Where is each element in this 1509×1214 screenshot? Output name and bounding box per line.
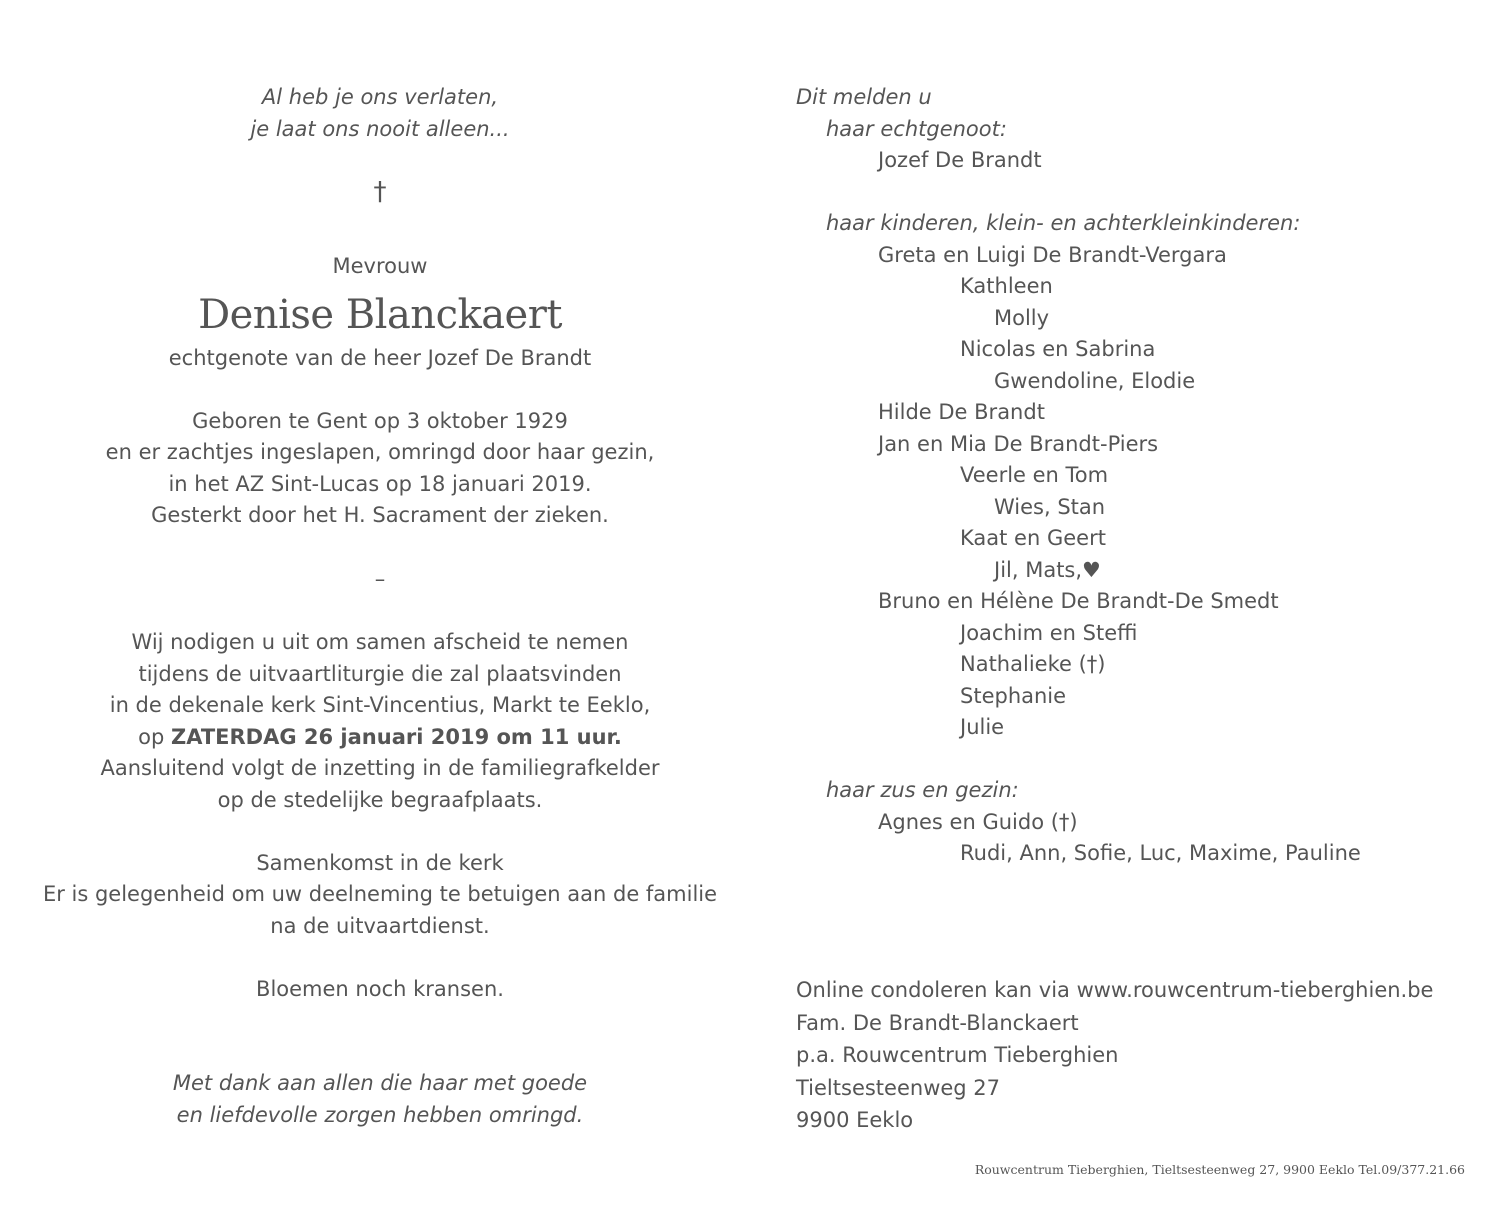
list-item: Wies, Stan [994, 494, 1106, 519]
honorific: Mevrouw [332, 254, 428, 278]
list-item: Joachim en Steffi [960, 620, 1138, 645]
list-item: Gwendoline, Elodie [994, 368, 1196, 393]
list-item: Bruno en Hélène De Brandt-De Smedt [878, 589, 1279, 613]
list-item: Stephanie [960, 683, 1067, 708]
cross-icon: † [373, 177, 387, 207]
city-address: 9900 Eeklo [796, 1108, 914, 1132]
thanks-line: en liefdevolle zorgen hebben omringd. [176, 1102, 584, 1127]
contact-block [796, 974, 1433, 1137]
children-heading: haar kinderen, klein- en achterkleinkinderen: [826, 211, 1301, 235]
list-item: Julie [960, 715, 1005, 739]
list-item: Jil, Mats,♥ [994, 557, 1101, 582]
deceased-name: Denise Blanckaert [198, 291, 562, 338]
children-list [796, 240, 1486, 744]
list-item: Nicolas en Sabrina [960, 337, 1156, 361]
sister-name: Agnes en Guido (†) [878, 809, 1078, 834]
poem-line: je laat ons nooit alleen... [250, 116, 510, 141]
invite-line: in de dekenale kerk Sint-Vincentius, Markt te Eeklo, [109, 693, 651, 717]
poem-line: Al heb je ons verlaten, [261, 85, 499, 109]
list-item: Nathalieke (†) [960, 652, 1106, 676]
flowers-note: Bloemen noch kransen. [256, 976, 504, 1001]
birth-line: en er zachtjes ingeslapen, omringd door haar gezin, [105, 440, 655, 464]
list-item: Molly [994, 305, 1050, 330]
spouse-line: echtgenote van de heer Jozef De Brandt [168, 345, 592, 370]
date-prefix: op [138, 724, 171, 749]
funeral-date: ZATERDAG 26 januari 2019 om 11 uur. [170, 724, 622, 749]
care-of: p.a. Rouwcentrum Tieberghien [796, 1043, 1119, 1067]
left-column [30, 82, 730, 1131]
list-item: Veerle en Tom [960, 463, 1109, 487]
online-condolence: Online condoleren kan via www.rouwcentrum-tieberghien.be [796, 978, 1434, 1002]
invite-line: tijdens de uitvaartliturgie die zal plaatsvinden [138, 661, 622, 686]
spouse-name: Jozef De Brandt [878, 148, 1042, 172]
gathering-line: na de uitvaartdienst. [270, 913, 490, 938]
separator-dash: – [374, 566, 386, 591]
list-item: Kathleen [960, 274, 1053, 298]
funeral-date-line [30, 722, 730, 754]
street-address: Tieltsesteenweg 27 [796, 1075, 1001, 1100]
thanks-line: Met dank aan allen die haar met goede [172, 1071, 588, 1095]
family-name: Fam. De Brandt-Blanckaert [796, 1010, 1079, 1035]
invite-line: Wij nodigen u uit om samen afscheid te nemen [131, 630, 629, 654]
spouse-heading: haar echtgenoot: [826, 116, 1007, 141]
burial-line: Aansluitend volgt de inzetting in de familiegrafkelder [100, 756, 660, 780]
gathering-line: Samenkomst in de kerk [256, 850, 504, 875]
announcement-intro: Dit melden u [796, 85, 932, 109]
birth-line: Geboren te Gent op 3 oktober 1929 [192, 408, 568, 433]
burial-line: op de stedelijke begraafplaats. [217, 787, 543, 812]
footer-imprint: Rouwcentrum Tieberghien, Tieltsesteenweg 27, 9900 Eeklo Tel.09/377.21.66 [974, 1162, 1465, 1177]
list-item: Hilde De Brandt [878, 400, 1045, 424]
list-item: Kaat en Geert [960, 526, 1106, 550]
list-item: Greta en Luigi De Brandt-Vergara [878, 242, 1227, 267]
sister-family: Rudi, Ann, Sofie, Luc, Maxime, Pauline [960, 841, 1361, 865]
sister-heading: haar zus en gezin: [826, 778, 1019, 802]
gathering-line: Er is gelegenheid om uw deelneming te betuigen aan de familie [42, 882, 718, 906]
right-column [796, 82, 1486, 870]
birth-line: Gesterkt door het H. Sacrament der zieken. [151, 503, 609, 527]
birth-line: in het AZ Sint-Lucas op 18 januari 2019. [168, 471, 592, 496]
list-item: Jan en Mia De Brandt-Piers [878, 431, 1159, 456]
